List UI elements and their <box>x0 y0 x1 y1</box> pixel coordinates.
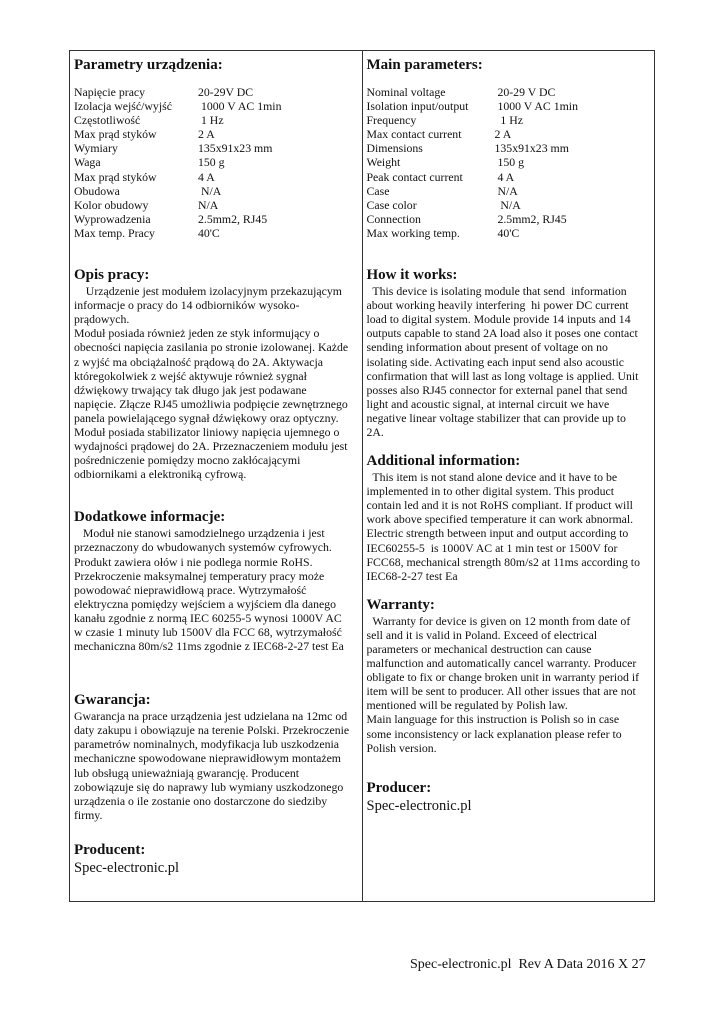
param-label: Częstotliwość <box>74 113 141 128</box>
param-label: Kolor obudowy <box>74 197 149 212</box>
table-row <box>74 113 281 127</box>
en-params-heading: Main parameters: <box>366 57 483 73</box>
param-value: 150 g <box>494 155 524 170</box>
param-label: Nominal voltage <box>366 85 446 99</box>
pl-dodatkowe-heading: Dodatkowe informacje: <box>74 509 226 526</box>
param-label: Wyprowadzenia <box>74 211 151 226</box>
en-additional-heading: Additional information: <box>366 453 521 470</box>
en-producer-heading: Producer: <box>366 779 432 796</box>
pl-producent-text: Spec-electronic.pl <box>74 859 180 876</box>
table-row <box>74 141 281 155</box>
table-row <box>367 141 578 155</box>
param-value: 4 A <box>494 169 515 184</box>
en-additional-text: This item is not stand alone device and it have to be implemented in to other digital system. This product contain led and it is not RoHS compliant. If product will work above specified temperature it can work abnormal. Electric strength between input and output according to IEC60255-5 is 1000V AC at 1 min test or 1500V for FCC68, mechanical strength 80m/s2 at 11ms according to IEC68-2-27 test Ea <box>366 470 640 583</box>
param-value: 1 Hz <box>494 113 524 128</box>
pl-opis-heading: Opis pracy: <box>74 267 150 284</box>
table-row <box>74 155 281 169</box>
param-value: 4 A <box>198 169 215 184</box>
param-label: Waga <box>74 155 101 170</box>
page-footer: Spec-electronic.pl Rev A Data 2016 X 27 <box>410 957 646 972</box>
param-value: 150 g <box>198 155 225 170</box>
param-label: Obudowa <box>74 183 120 198</box>
english-column <box>363 51 655 901</box>
pl-dodatkowe-text: Moduł nie stanowi samodzielnego urządzenia i jest przeznaczony do wbudowanych systemów cyfrowych. Produkt zawiera ołów i nie podlega normie RoHS. Przekroczenie maksymalnej temperatury pracy może powodować nieprawidłową prace. Wytrzymałość elektryczna pomiędzy wejściem a wyjściem dla danego kanału zgodnie z normą IEC 60255-5 wynosi 1000V AC w czasie 1 minuty lub 1500V dla FCC 68, wytrzymałość mechaniczna 80m/s2 11ms zgodnie z IEC68-2-27 test Ea <box>74 526 344 654</box>
table-row <box>367 99 578 113</box>
en-producer-text: Spec-electronic.pl <box>366 797 472 814</box>
param-value: N/A <box>494 197 521 212</box>
param-value: N/A <box>494 183 518 198</box>
table-row <box>74 226 281 240</box>
param-label: Izolacja wejść/wyjść <box>74 99 172 114</box>
param-value: 20-29V DC <box>198 85 254 99</box>
param-label: Max temp. Pracy <box>74 225 155 240</box>
table-row <box>367 155 578 169</box>
en-how-heading: How it works: <box>366 267 458 284</box>
param-value: 1 Hz <box>198 113 224 128</box>
param-label: Case color <box>366 197 417 212</box>
table-row <box>74 212 281 226</box>
pl-opis-text: Urządzenie jest modułem izolacyjnym przekazującym informacje o pracy do 14 odbiorników wysoko- prądowych. Moduł posiada również jeden ze styk informujący o obecności napięcia zasilania po stronie izolowanej. Każde z wyjść ma obciążalność prądową do 2A. Aktywacja któregokolwiek z wejść aktywuje również sygnał dźwiękowy trwający tak długo jak jest podawane napięcie. Złącze RJ45 umożliwia podpięcie zewnętrznego panela powielającego sygnał dźwiękowy oraz optyczny. Moduł posiada stabilizator liniowy napięcia ujemnego o wydajności prądowej do 2A. Przeznaczeniem modułu jest pośredniczenie pomiędzy mocno zakłócającymi odbiornikami a elektroniką cyfrową. <box>74 284 349 482</box>
param-label: Max prąd styków <box>74 169 157 184</box>
table-row <box>74 99 281 113</box>
param-value: 1000 V AC 1min <box>494 99 578 114</box>
param-label: Connection <box>366 211 421 226</box>
pl-gwarancja-heading: Gwarancja: <box>74 692 151 709</box>
param-label: Dimensions <box>366 141 423 156</box>
param-value: 2 A <box>494 127 512 142</box>
en-params-table <box>367 85 578 240</box>
en-warranty-text: Warranty for device is given on 12 month from date of sell and it is valid in Poland. Exceed of electrical parameters or mechanical destruction can cause malfunction and automatically cancel warranty. Producer obligate to fix or change broken unit in warranty period if item will be sent to producer. All other issues that are not mentioned will be regulated by Polish law. Main language for this instruction is Polish so in case some inconsistency or lack explanation please refer to Polish version. <box>366 613 640 755</box>
table-row <box>74 85 281 99</box>
param-label: Case <box>366 183 390 198</box>
param-value: 20-29 V DC <box>494 85 556 99</box>
param-label: Max contact current <box>366 127 462 142</box>
param-label: Max working temp. <box>366 225 460 240</box>
param-value: 40'C <box>198 225 220 240</box>
table-row <box>367 127 578 141</box>
param-label: Isolation input/output <box>366 99 469 114</box>
param-value: N/A <box>198 183 222 198</box>
param-value: 135x91x23 mm <box>198 141 273 156</box>
table-row <box>367 198 578 212</box>
table-row <box>367 184 578 198</box>
table-row <box>74 170 281 184</box>
table-row <box>74 184 281 198</box>
param-value: 135x91x23 mm <box>494 141 569 156</box>
table-row <box>367 170 578 184</box>
param-value: 40'C <box>494 225 520 240</box>
en-warranty-heading: Warranty: <box>366 596 435 613</box>
param-label: Napięcie pracy <box>74 85 146 99</box>
param-value: N/A <box>198 197 219 212</box>
polish-column <box>70 51 363 901</box>
table-row <box>367 85 578 99</box>
param-label: Frequency <box>366 113 417 128</box>
en-how-text: This device is isolating module that send information about working heavily interfering hi power DC current load to digital system. Module provide 14 inputs and 14 outputs capable to stand 2A load also it poses one contact sending information about present of voltage on no isolating side. Activating each input send also acoustic confirmation that will last as long voltage is applied. Unit posses also RJ45 connector for external panel that send light and acoustic signal, at internal circuit we have negative linear voltage stabilizer that can provide up to 2A. <box>366 284 639 439</box>
param-label: Weight <box>366 155 401 170</box>
table-row <box>367 226 578 240</box>
pl-gwarancja-text: Gwarancja na prace urządzenia jest udzielana na 12mc od daty zakupu i obowiązuje na terenie Polski. Przekroczenie parametrów nominalnych, modyfikacja lub uszkodzenia mechaniczne spowodowane nieprawidłowym montażem lub obsługą unieważniają gwarancję. Producent zobowiązuje się do naprawy lub wymiany uszkodzonego urządzenia o ile zostanie ono dostarczone do siedziby firmy. <box>74 709 350 822</box>
param-value: 2.5mm2, RJ45 <box>198 211 268 226</box>
pl-params-table <box>74 85 281 240</box>
param-label: Max prąd styków <box>74 127 157 142</box>
param-label: Peak contact current <box>366 169 463 184</box>
table-row <box>367 212 578 226</box>
table-row <box>74 127 281 141</box>
param-value: 1000 V AC 1min <box>198 99 282 114</box>
param-value: 2 A <box>198 127 215 142</box>
pl-params-heading: Parametry urządzenia: <box>74 57 223 73</box>
param-label: Wymiary <box>74 141 118 156</box>
pl-producent-heading: Producent: <box>74 841 146 858</box>
param-value: 2.5mm2, RJ45 <box>494 211 567 226</box>
table-row <box>74 198 281 212</box>
table-row <box>367 113 578 127</box>
document-frame <box>69 50 655 902</box>
